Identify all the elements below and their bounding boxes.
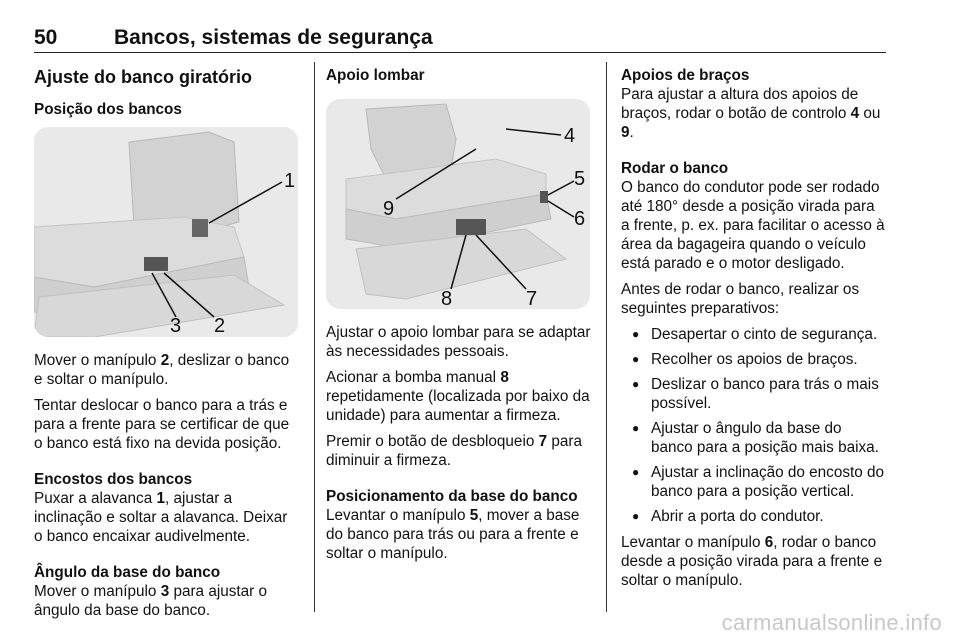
subsection-heading: Apoio lombar <box>326 67 425 84</box>
paragraph: Levantar o manípulo 5, mover a base do banco para trás ou para a frente e soltar o manípulo. <box>326 507 580 562</box>
callout-2: 2 <box>214 315 226 337</box>
column-2 <box>326 66 592 570</box>
column-1 <box>34 66 300 627</box>
column-3 <box>621 66 887 597</box>
subsection-heading: Apoios de braços <box>621 67 750 84</box>
column-divider <box>314 62 315 612</box>
paragraph: Ajustar o apoio lombar para se adaptar às necessidades pessoais. <box>326 324 591 360</box>
paragraph: Acionar a bomba manual 8 repetidamente (localizada por baixo da unidade) para aumentar a firmeza. <box>326 369 590 424</box>
subsection-heading: Rodar o banco <box>621 160 729 177</box>
paragraph: Mover o manípulo 2, deslizar o banco e soltar o manípulo. <box>34 352 290 388</box>
paragraph: Tentar deslocar o banco para a trás e para a frente para se certificar de que o banco está fixo na devida posição. <box>34 397 290 452</box>
paragraph: Antes de rodar o banco, realizar os seguintes preparativos: <box>621 281 860 317</box>
subsection-heading: Posicionamento da base do banco <box>326 488 578 505</box>
list-item: ● Ajustar a inclinação do encosto do banco para a posição vertical. <box>621 463 887 501</box>
seat-drawing <box>326 99 590 309</box>
paragraph: Levantar o manípulo 6, rodar o banco desde a posição virada para a frente e soltar o manípulo. <box>621 534 883 589</box>
subsection-heading: Ângulo da base do banco <box>34 564 221 581</box>
page-header <box>34 26 886 53</box>
paragraph: O banco do condutor pode ser rodado até 180° desde a posição virada para a frente, p. ex. para facilitar o acesso à área da bagageira quando o veículo está parado e o motor desligado. <box>621 179 885 272</box>
section-heading: Ajuste do banco giratório <box>34 67 253 87</box>
preparation-list <box>621 325 887 526</box>
seat-drawing <box>34 127 298 337</box>
list-item: ● Abrir a porta do condutor. <box>621 507 887 526</box>
list-item: ● Ajustar o ângulo da base do banco para a posição mais baixa. <box>621 419 887 457</box>
callout-9: 9 <box>383 198 395 220</box>
callout-7: 7 <box>526 288 538 309</box>
paragraph: Puxar a alavanca 1, ajustar a inclinação e soltar a alavanca. Deixar o banco encaixar audivelmente. <box>34 490 288 545</box>
callout-4: 4 <box>564 125 576 147</box>
subsection-heading: Encostos dos bancos <box>34 471 193 488</box>
callout-5: 5 <box>574 168 586 190</box>
callout-6: 6 <box>574 208 586 230</box>
column-divider <box>606 62 607 612</box>
page-number: 50 <box>34 26 58 49</box>
callout-3: 3 <box>170 315 182 337</box>
paragraph: Para ajustar a altura dos apoios de braços, rodar o botão de controlo 4 ou 9. <box>621 86 881 141</box>
lumbar-support-illustration <box>326 99 590 309</box>
subsection-heading: Posição dos bancos <box>34 101 182 118</box>
list-item: ● Deslizar o banco para trás o mais possível. <box>621 375 887 413</box>
callout-8: 8 <box>441 288 453 309</box>
paragraph: Premir o botão de desbloqueio 7 para diminuir a firmeza. <box>326 433 582 469</box>
watermark: carmanualsonline.info <box>721 610 942 635</box>
list-item: ● Recolher os apoios de braços. <box>621 350 887 369</box>
list-item: ● Desapertar o cinto de segurança. <box>621 325 887 344</box>
page-title: Bancos, sistemas de segurança <box>114 26 433 49</box>
paragraph: Mover o manípulo 3 para ajustar o ângulo da base do banco. <box>34 583 267 619</box>
callout-1: 1 <box>284 170 296 192</box>
seat-position-illustration <box>34 127 298 337</box>
